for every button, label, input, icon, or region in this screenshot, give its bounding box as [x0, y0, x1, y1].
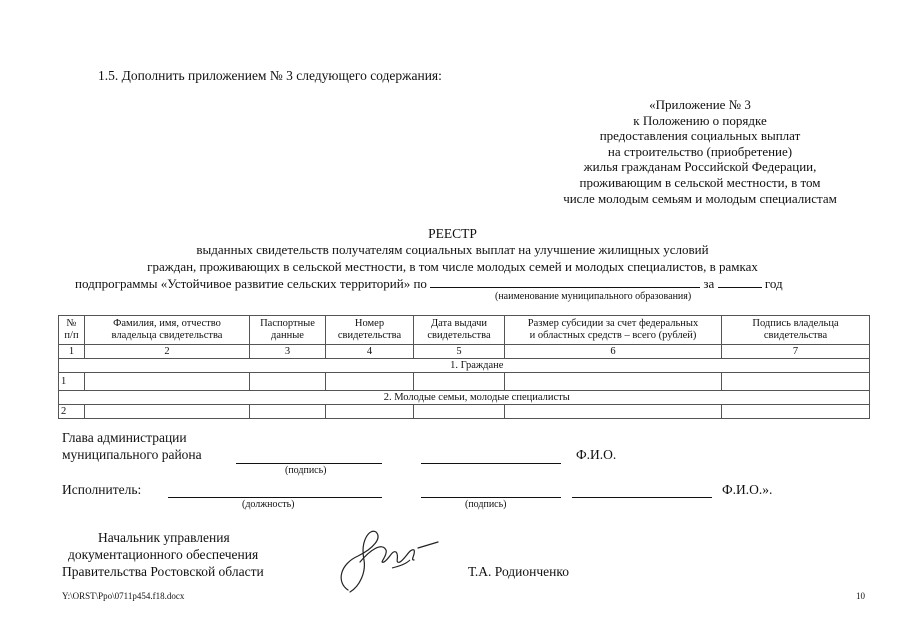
numbering-cell: 7	[722, 345, 870, 359]
header-cell: Фамилия, имя, отчество владельца свидетельства	[85, 316, 250, 345]
chief-name: Т.А. Родионченко	[468, 564, 569, 579]
table-cell	[722, 405, 870, 419]
row-number: 2	[59, 405, 85, 419]
register-subtitle-line: выданных свидетельств получателям социальных выплат на улучшение жилищных условий	[196, 242, 709, 257]
table-section-row	[59, 391, 870, 405]
chief-title-line3: Правительства Ростовской области	[62, 564, 264, 579]
register-title: РЕЕСТР	[428, 226, 477, 241]
numbering-cell: 5	[414, 345, 505, 359]
head-signature-line	[236, 463, 382, 464]
table-cell	[414, 405, 505, 419]
table-row	[59, 405, 870, 419]
section-title: 2. Молодые семьи, молодые специалисты	[85, 391, 870, 405]
executor-position-line	[168, 497, 382, 498]
year-blank	[718, 275, 762, 288]
table-header-row	[59, 316, 870, 345]
chief-title-line1: Начальник управления	[98, 530, 230, 545]
header-cell: Размер субсидии за счет федеральных и областных средств – всего (рублей)	[505, 316, 722, 345]
header-cell: Подпись владельца свидетельства	[722, 316, 870, 345]
row-number: 1	[59, 373, 85, 391]
register-line3-prefix: подпрограммы «Устойчивое развитие сельских территорий» по	[75, 276, 427, 291]
section-cell-empty	[59, 359, 85, 373]
chief-title-line2: документационного обеспечения	[68, 547, 259, 562]
page-number: 10	[856, 591, 865, 601]
table-cell	[250, 405, 326, 419]
appendix-line: жилья гражданам Российской Федерации,	[583, 159, 817, 175]
head-title-line2: муниципального района	[62, 447, 202, 462]
table-cell	[722, 373, 870, 391]
table-section-row	[59, 359, 870, 373]
register-year-label: год	[764, 276, 783, 291]
numbering-cell: 3	[250, 345, 326, 359]
table-cell	[85, 373, 250, 391]
handwritten-signature	[330, 520, 440, 600]
executor-signature-line	[421, 497, 561, 498]
executor-name-line	[572, 497, 712, 498]
numbering-cell: 2	[85, 345, 250, 359]
executor-position-caption: (должность)	[242, 499, 295, 510]
appendix-line: к Положению о порядке	[633, 112, 767, 128]
table-cell	[250, 373, 326, 391]
executor-label: Исполнитель:	[62, 482, 142, 497]
register-table	[58, 315, 870, 419]
header-cell: № п/п	[59, 316, 85, 345]
register-for-label: за	[703, 276, 715, 291]
footer-file-path: Y:\ORST\Ppo\0711p454.f18.docx	[62, 591, 185, 601]
table-cell	[85, 405, 250, 419]
table-cell	[505, 373, 722, 391]
table-cell	[326, 373, 414, 391]
table-row	[59, 373, 870, 391]
head-title-line1: Глава администрации	[62, 430, 187, 445]
intro-paragraph: 1.5. Дополнить приложением № 3 следующего содержания:	[98, 68, 442, 83]
register-subtitle-line: граждан, проживающих в сельской местности, в том числе молодых семей и молодых специалистов, в рамках	[147, 259, 758, 274]
register-subtitle-line	[75, 275, 783, 292]
section-title: 1. Граждане	[85, 359, 870, 373]
executor-fio-label: Ф.И.О.».	[722, 482, 773, 497]
header-cell: Номер свидетельства	[326, 316, 414, 345]
table-cell	[505, 405, 722, 419]
appendix-line: на строительство (приобретение)	[607, 143, 793, 159]
numbering-cell: 1	[59, 345, 85, 359]
numbering-cell: 6	[505, 345, 722, 359]
table-numbering-row	[59, 345, 870, 359]
appendix-line: предоставления социальных выплат	[599, 128, 801, 144]
appendix-line: «Приложение № 3	[649, 97, 751, 112]
table-cell	[326, 405, 414, 419]
table-cell	[414, 373, 505, 391]
header-cell: Паспортные данные	[250, 316, 326, 345]
head-sign-caption: (подпись)	[285, 465, 327, 476]
header-cell: Дата выдачи свидетельства	[414, 316, 505, 345]
appendix-header	[535, 97, 865, 206]
municipality-blank	[430, 275, 700, 288]
head-name-line	[421, 463, 561, 464]
numbering-cell: 4	[326, 345, 414, 359]
executor-sign-caption: (подпись)	[465, 499, 507, 510]
appendix-line: проживающим в сельской местности, в том	[579, 174, 821, 190]
head-fio-label: Ф.И.О.	[576, 447, 617, 462]
appendix-line: числе молодым семьям и молодым специалистам	[563, 190, 837, 206]
municipality-caption: (наименование муниципального образования)	[495, 291, 692, 302]
section-cell-empty	[59, 391, 85, 405]
